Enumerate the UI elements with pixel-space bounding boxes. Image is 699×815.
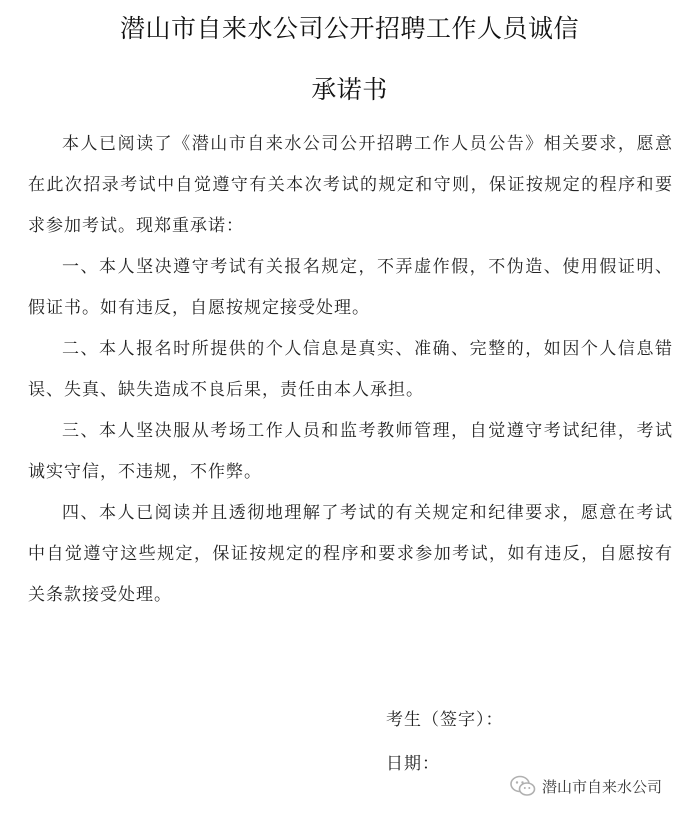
document-title-line-1: 潜山市自来水公司公开招聘工作人员诚信: [119, 14, 579, 43]
watermark-account-name: 潜山市自来水公司: [542, 777, 663, 796]
signature-label: 考生（签字）：: [386, 710, 504, 730]
document-body: [28, 124, 673, 616]
paragraph-intro: 本人已阅读了《潜山市自来水公司公开招聘工作人员公告》相关要求，愿意在此次招录考试中自觉遵守有关本次考试的规定和守则，保证按规定的程序和要求参加考试。现郑重承诺：: [28, 134, 673, 236]
paragraph-pledge-3: 三、本人坚决服从考场工作人员和监考教师管理，自觉遵守考试纪律，考试诚实守信，不违规，不作弊。: [28, 421, 673, 482]
document-title-line-2: 承诺书: [311, 75, 388, 104]
wechat-icon: [510, 775, 536, 797]
date-label: 日期：: [386, 754, 440, 774]
paragraph-pledge-2: 二、本人报名时所提供的个人信息是真实、准确、完整的，如因个人信息错误、失真、缺失造成不良后果，责任由本人承担。: [28, 339, 673, 400]
wechat-watermark: [510, 772, 662, 800]
paragraph-pledge-1: 一、本人坚决遵守考试有关报名规定，不弄虚作假，不伪造、使用假证明、假证书。如有违反，自愿按规定接受处理。: [28, 257, 673, 318]
paragraph-pledge-4: 四、本人已阅读并且透彻地理解了考试的有关规定和纪律要求，愿意在考试中自觉遵守这些规定，保证按规定的程序和要求参加考试，如有违反，自愿按有关条款接受处理。: [28, 503, 673, 605]
